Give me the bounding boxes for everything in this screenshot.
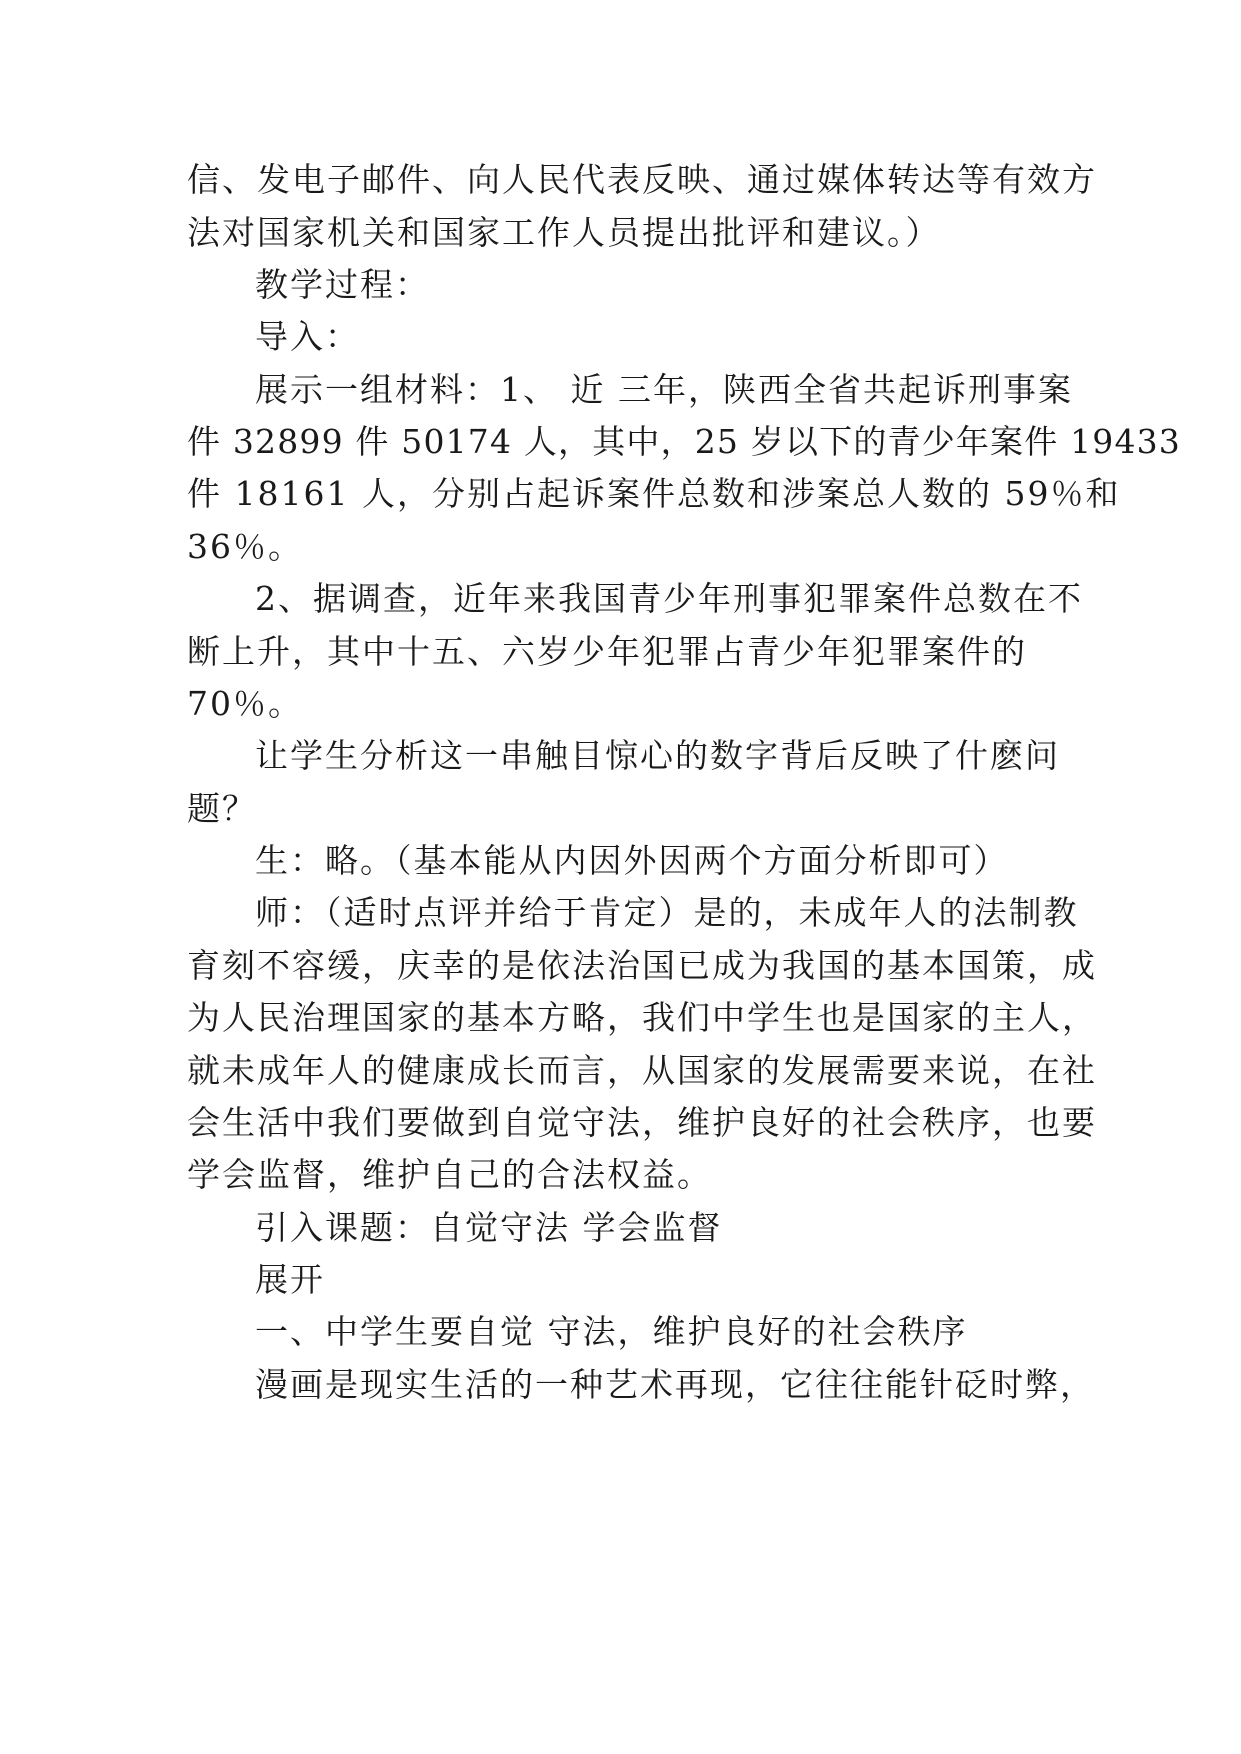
- text-line: 展开: [255, 1260, 325, 1299]
- text-line: 36％。: [187, 527, 303, 566]
- text-line: 信、发电子邮件、向人民代表反映、通过媒体转达等有效方: [187, 160, 1097, 199]
- text-line: 教学过程：: [255, 265, 430, 304]
- text-line: 漫画是现实生活的一种艺术再现，它往往能针砭时弊，: [255, 1365, 1095, 1404]
- text-line: 会生活中我们要做到自觉守法，维护良好的社会秩序，也要: [187, 1103, 1097, 1142]
- text-line: 让学生分析这一串触目惊心的数字背后反映了什麽问: [255, 736, 1060, 775]
- text-line: 生：略。（基本能从内因外因两个方面分析即可）: [255, 841, 1009, 880]
- text-line: 引入课题：自觉守法 学会监督: [255, 1208, 723, 1247]
- text-line: 为人民治理国家的基本方略，我们中学生也是国家的主人，: [187, 998, 1097, 1037]
- text-line: 育刻不容缓，庆幸的是依法治国已成为我国的基本国策，成: [187, 946, 1097, 985]
- text-line: 学会监督，维护自己的合法权益。: [187, 1155, 712, 1194]
- text-line: 法对国家机关和国家工作人员提出批评和建议。）: [187, 213, 941, 252]
- text-line: 件 32899 件 50174 人，其中，25 岁以下的青少年案件 19433: [187, 422, 1181, 461]
- text-line: 70％。: [187, 684, 303, 723]
- text-line: 题？: [187, 789, 257, 828]
- text-line: 就未成年人的健康成长而言，从国家的发展需要来说，在社: [187, 1051, 1097, 1090]
- text-line: 师：（适时点评并给于肯定）是的，未成年人的法制教: [255, 893, 1079, 932]
- text-line: 导入：: [255, 317, 360, 356]
- text-line: 件 18161 人，分别占起诉案件总数和涉案总人数的 59％和: [187, 474, 1121, 513]
- text-line: 一、中学生要自觉 守法，维护良好的社会秩序: [255, 1312, 968, 1351]
- text-line: 断上升，其中十五、六岁少年犯罪占青少年犯罪案件的: [187, 632, 1027, 671]
- text-line: 2、据调查，近年来我国青少年刑事犯罪案件总数在不: [255, 579, 1083, 618]
- text-line: 展示一组材料：1、 近 三年，陕西全省共起诉刑事案: [255, 370, 1073, 409]
